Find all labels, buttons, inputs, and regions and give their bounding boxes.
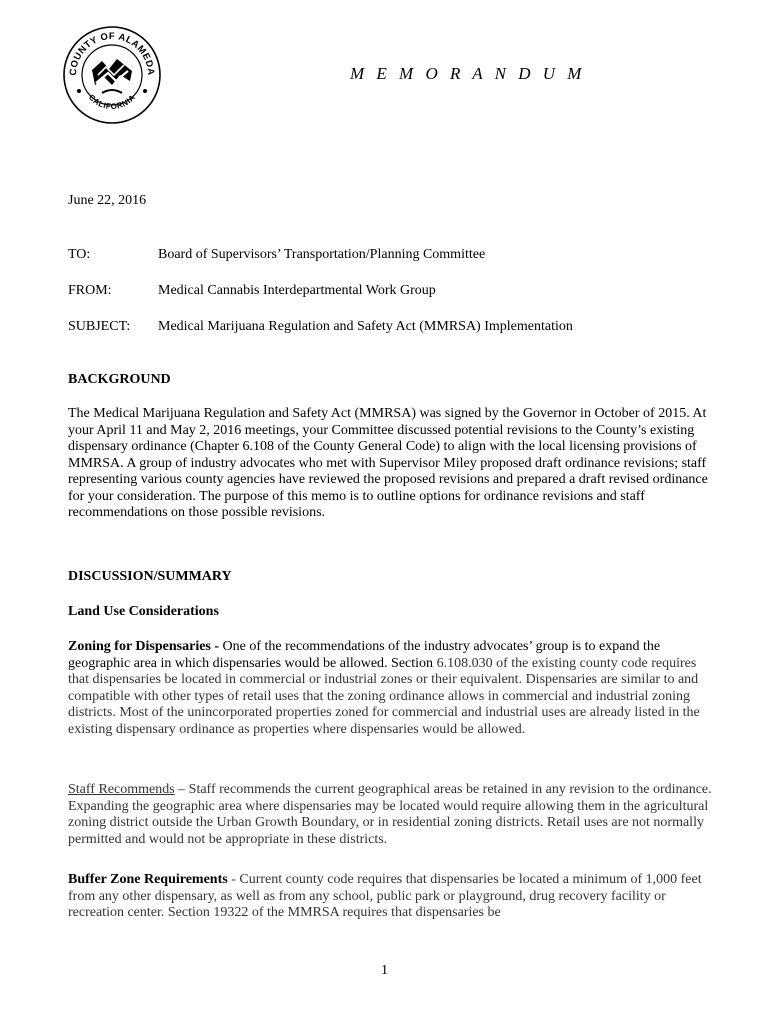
discussion-heading: DISCUSSION/SUMMARY [68, 569, 232, 584]
zoning-label: Zoning for Dispensaries - [68, 639, 220, 654]
buffer-zone-text: - Current county code requires that dispensaries be located a minimum of 1,000 feet from any other dispensary, as well as from any school, public park or playground, drug recovery facility or recreation center. Section 19322 of the MMRSA requires that dispensaries be [68, 872, 702, 920]
buffer-zone-label: Buffer Zone Requirements [68, 872, 228, 887]
memo-title: M E M O R A N D U M [350, 64, 586, 83]
county-seal-logo [62, 25, 162, 125]
buffer-zone-paragraph [68, 872, 718, 922]
seal-text-bottom: CALIFORNIA [86, 92, 138, 112]
subject-value: Medical Marijuana Regulation and Safety Act (MMRSA) Implementation [158, 319, 573, 334]
zoning-text-rest: 6.108.030 of the existing county code requires that dispensaries be located in commercial or industrial zones or their equivalent. Dispensaries are similar to and compatible with other types of retail uses that the zoning ordinance allows in commercial and industrial zoning districts. Most of the unincorporated properties zoned for commercial and industrial uses are already listed in the existing dispensary ordinance as properties where dispensaries would be allowed. [68, 655, 700, 737]
background-heading: BACKGROUND [68, 372, 171, 387]
zoning-paragraph [68, 639, 718, 738]
page-number: 1 [381, 963, 388, 978]
from-label: FROM: [68, 283, 112, 298]
staff-recommends-label: Staff Recommends [68, 782, 175, 797]
background-paragraph: The Medical Marijuana Regulation and Safety Act (MMRSA) was signed by the Governor in October of 2015. At your April 11 and May 2, 2016 meetings, your Committee discussed potential revisions to the County’s existing dispensary ordinance (Chapter 6.108 of the County General Code) to align with the local licensing provisions of MMRSA. A group of industry advocates who met with Supervisor Miley proposed draft ordinance revisions; staff representing various county agencies have reviewed the proposed revisions and prepared a draft revised ordinance for your consideration. The purpose of this memo is to outline options for ordinance revisions and staff recommendations on those possible revisions. [68, 406, 708, 520]
land-use-heading: Land Use Considerations [68, 604, 219, 619]
seal-text-top: COUNTY OF ALAMEDA [67, 30, 157, 76]
svg-text:CALIFORNIA [87, 93, 137, 111]
to-row [68, 247, 485, 263]
subject-label: SUBJECT: [68, 319, 131, 334]
staff-recommends-text: – Staff recommends the current geographical areas be retained in any revision to the ordinance. Expanding the geographic area where dispensaries may be located would require allowing them in the agricultural zoning district outside the Urban Growth Boundary, or in residential zoning districts. Retail uses are not normally permitted and would not be appropriate in these districts. [68, 782, 712, 847]
from-row [68, 283, 436, 299]
subject-row [68, 319, 573, 335]
zoning-text-lead: One of the recommendations of the industry advocates’ group is to expand the geographic area in which dispensaries would be allowed. Section [68, 639, 661, 671]
to-label: TO: [68, 247, 91, 262]
memo-date: June 22, 2016 [68, 193, 147, 208]
seal-emblem-icon [92, 59, 132, 93]
to-value: Board of Supervisors’ Transportation/Planning Committee [158, 247, 486, 262]
staff-recommends-paragraph [68, 782, 718, 848]
from-value: Medical Cannabis Interdepartmental Work Group [158, 283, 436, 298]
